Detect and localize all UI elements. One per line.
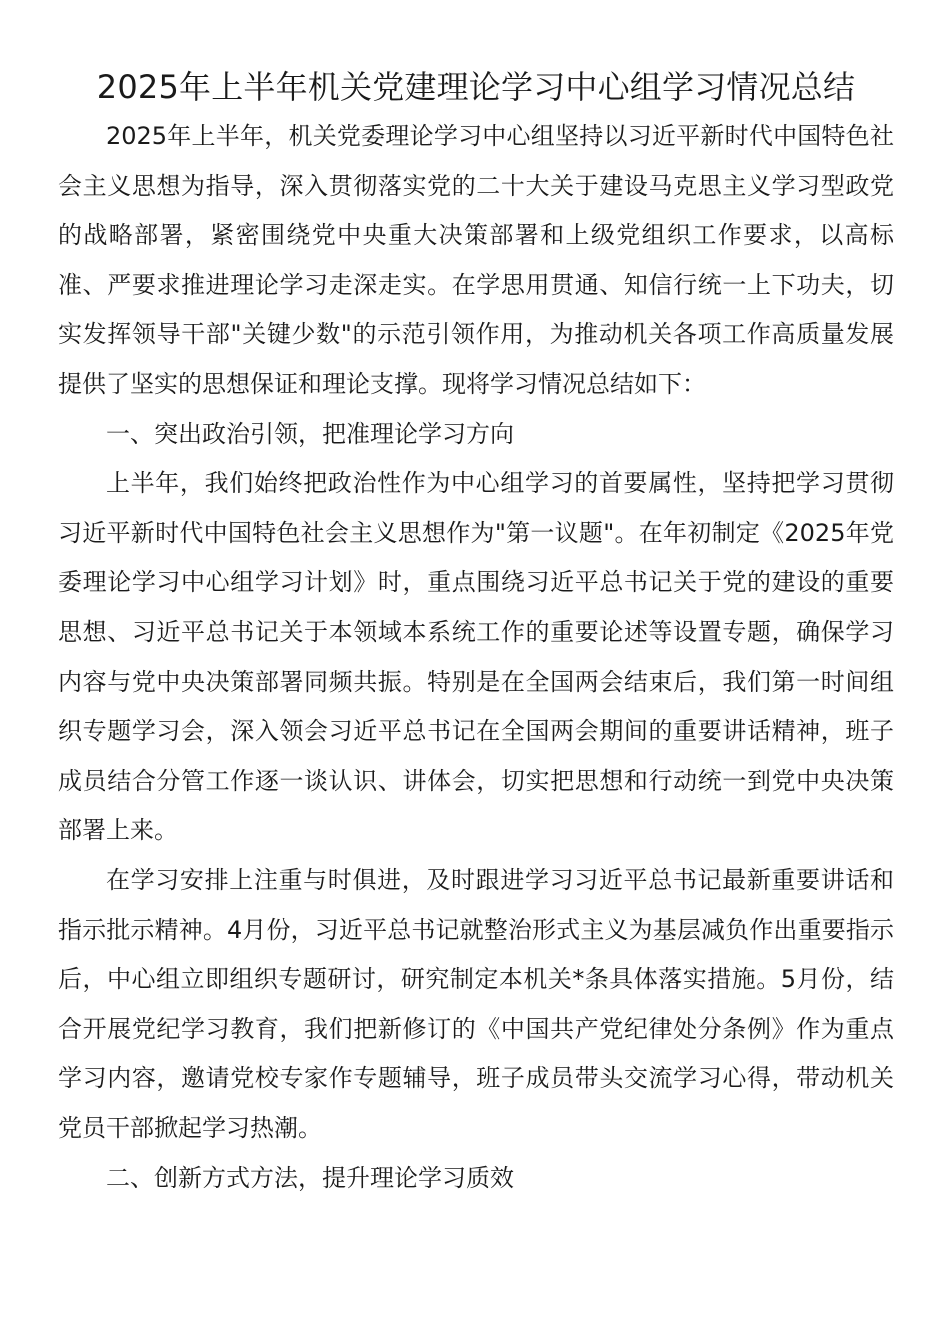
intro-paragraph: 2025年上半年，机关党委理论学习中心组坚持以习近平新时代中国特色社会主义思想为指导，深入贯彻落实党的二十大关于建设马克思主义学习型政党的战略部署，紧密围绕党中央重大决策部署和上级党组织工作要求，以高标准、严要求推进理论学习走深走实。在学思用贯通、知信行统一上下功夫，切实发挥领导干部"关键少数"的示范引领作用，为推动机关各项工作高质量发展提供了坚实的思想保证和理论支撑。现将学习情况总结如下： [58, 122, 894, 398]
document-title: 2025年上半年机关党建理论学习中心组学习情况总结 [96, 68, 856, 106]
section-1-paragraph-2: 在学习安排上注重与时俱进，及时跟进学习习近平总书记最新重要讲话和指示批示精神。4月份，习近平总书记就整治形式主义为基层减负作出重要指示后，中心组立即组织专题研讨，研究制定本机关*条具体落实措施。5月份，结合开展党纪学习教育，我们把新修订的《中国共产党纪律处分条例》作为重点学习内容，邀请党校专家作专题辅导，班子成员带头交流学习心得，带动机关党员干部掀起学习热潮。 [58, 865, 894, 1142]
document-page [58, 64, 894, 1204]
section-heading-1: 一、突出政治引领，把准理论学习方向 [106, 419, 514, 448]
section-heading-2: 二、创新方式方法，提升理论学习质效 [106, 1164, 514, 1193]
section-1-paragraph-1: 上半年，我们始终把政治性作为中心组学习的首要属性，坚持把学习贯彻习近平新时代中国特色社会主义思想作为"第一议题"。在年初制定《2025年党委理论学习中心组学习计划》时，重点围绕习近平总书记关于党的建设的重要思想、习近平总书记关于本领域本系统工作的重要论述等设置专题，确保学习内容与党中央决策部署同频共振。特别是在全国两会结束后，我们第一时间组织专题学习会，深入领会习近平总书记在全国两会期间的重要讲话精神，班子成员结合分管工作逐一谈认识、讲体会，切实把思想和行动统一到党中央决策部署上来。 [58, 469, 894, 845]
